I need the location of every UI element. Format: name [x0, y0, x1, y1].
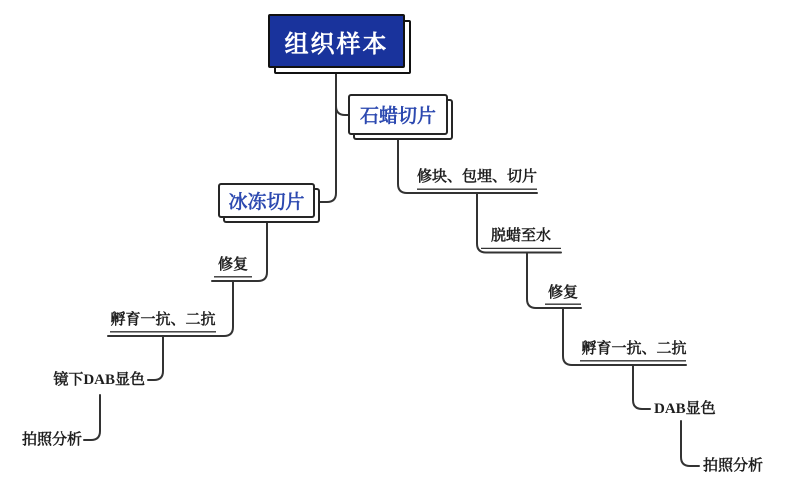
step-microscope-dab-staining-left: 镜下DAB显色: [53, 372, 145, 388]
connector-dab-to-photo-right: [681, 421, 699, 466]
connector-root-to-frozen: [320, 68, 336, 202]
step-incubate-antibodies-right: 孵育一抗、二抗: [581, 341, 687, 357]
connector-incubate-to-dab-left: [148, 336, 163, 380]
node-tissue-sample: [268, 14, 405, 68]
node-paraffin-section-label: 石蜡切片: [359, 106, 436, 127]
connector-incubate-to-dab-right: [633, 365, 650, 409]
step-photo-analysis-right: 拍照分析: [703, 458, 764, 474]
step-photo-analysis-left: 拍照分析: [21, 432, 82, 448]
step-incubate-antibodies-left: 孵育一抗、二抗: [110, 312, 216, 328]
node-frozen-section: [218, 183, 315, 218]
step-retrieval-right: 修复: [547, 285, 578, 301]
connector-dab-to-photo-left: [84, 395, 100, 440]
node-frozen-section-label: 冰冻切片: [228, 192, 305, 213]
step-retrieval-left: 修复: [217, 257, 248, 273]
node-tissue-sample-label: 组织样本: [284, 30, 389, 58]
node-paraffin-section: [348, 94, 448, 135]
step-dewax-to-water: 脱蜡至水: [490, 228, 551, 244]
step-dab-staining-right: DAB显色: [654, 401, 716, 417]
step-trim-embed-section: 修块、包埋、切片: [416, 169, 537, 185]
